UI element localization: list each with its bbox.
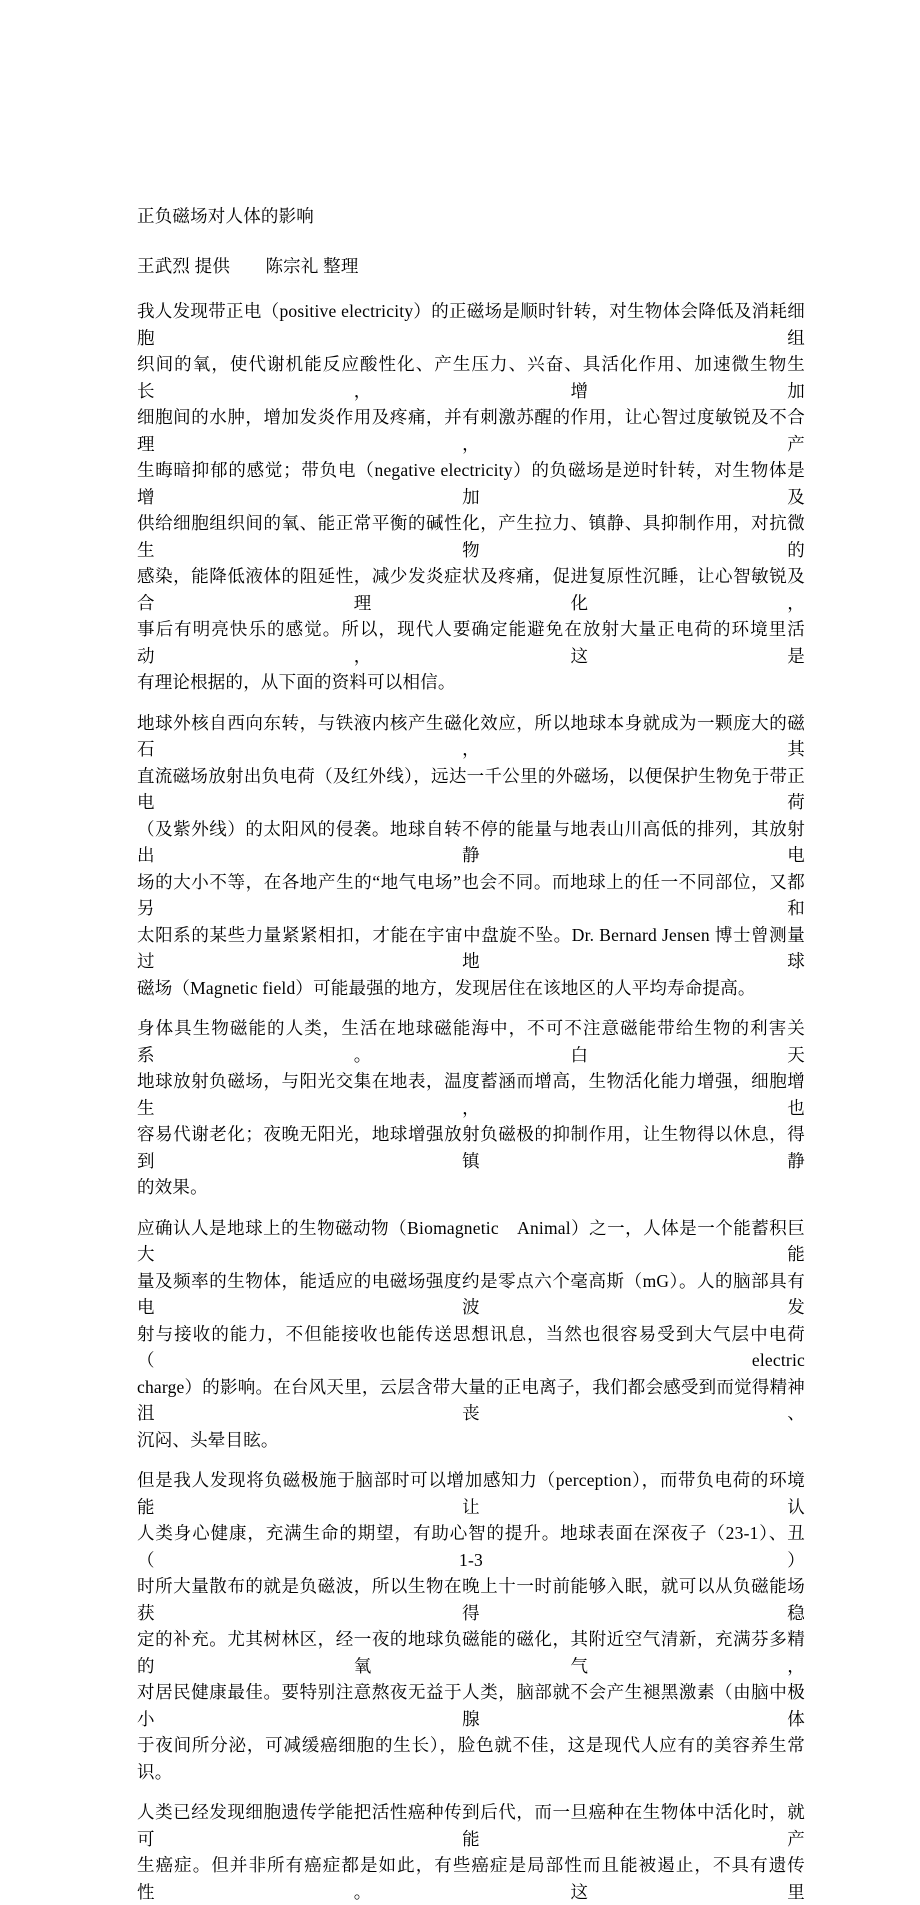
text-line: 直流磁场放射出负电荷（及红外线），远达一千公里的外磁场，以便保护生物免于带正电荷 — [137, 765, 805, 812]
text-line: 织间的氧，使代谢机能反应酸性化、产生压力、兴奋、具活化作用、加速微生物生长，增加 — [137, 354, 805, 401]
byline: 王武烈 提供 陈宗礼 整理 — [137, 255, 359, 276]
text-line: 地球放射负磁场，与阳光交集在地表，温度蓄涵而增高，生物活化能力增强，细胞增生，也 — [137, 1071, 805, 1118]
text-line: 场的大小不等，在各地产生的“地气电场”也会不同。而地球上的任一不同部位，又都另和 — [137, 871, 805, 918]
paragraph — [137, 298, 805, 696]
text-line: 但是我人发现将负磁极施于脑部时可以增加感知力（perception），而带负电荷的环境能让认 — [137, 1470, 805, 1517]
text-line: 有理论根据的，从下面的资料可以相信。 — [137, 672, 456, 692]
text-line: 生晦暗抑郁的感觉；带负电（negative electricity）的负磁场是逆时针转，对生物体是增加及 — [137, 460, 805, 507]
text-line: 感染，能降低液体的阻延性，减少发炎症状及疼痛，促进复原性沉睡，让心智敏锐及合理化， — [137, 566, 805, 613]
text-line: 人类已经发现细胞遗传学能把活性癌种传到后代，而一旦癌种在生物体中活化时，就可能产 — [137, 1802, 805, 1849]
text-line: 于夜间所分泌，可减缓癌细胞的生长），脸色就不佳，这是现代人应有的美容养生常识。 — [137, 1735, 805, 1782]
text-line: 对居民健康最佳。要特别注意熬夜无益于人类，脑部就不会产生褪黑激素（由脑中极小腺体 — [137, 1682, 805, 1729]
text-line: 生癌症。但并非所有癌症都是如此，有些癌症是局部性而且能被遏止，不具有遗传性。这里 — [137, 1855, 805, 1902]
paragraph — [137, 1799, 805, 1905]
text-line: （及紫外线）的太阳风的侵袭。地球自转不停的能量与地表山川高低的排列，其放射出静电 — [137, 818, 805, 865]
text-line: 地球外核自西向东转，与铁液内核产生磁化效应，所以地球本身就成为一颗庞大的磁石，其 — [137, 712, 805, 759]
text-line: 容易代谢老化；夜晚无阳光，地球增强放射负磁极的抑制作用，让生物得以休息，得到镇静 — [137, 1124, 805, 1171]
paragraph — [137, 1215, 805, 1454]
text-line: 应确认人是地球上的生物磁动物（Biomagnetic Animal）之一，人体是一个能蓄积巨大能 — [137, 1217, 805, 1264]
text-line: 时所大量散布的就是负磁波，所以生物在晚上十一时前能够入眠，就可以从负磁能场获得稳 — [137, 1576, 805, 1623]
paragraph — [137, 1467, 805, 1785]
paragraph — [137, 710, 805, 1002]
text-line: 量及频率的生物体，能适应的电磁场强度约是零点六个毫高斯（mG）。人的脑部具有电波发 — [137, 1270, 805, 1317]
text-line: 供给细胞组织间的氧、能正常平衡的碱性化，产生拉力、镇静、具抑制作用，对抗微生物的 — [137, 513, 805, 560]
document-text-block — [137, 203, 805, 1905]
text-line: 太阳系的某些力量紧紧相扣，才能在宇宙中盘旋不坠。Dr. Bernard Jensen 博士曾测量过地球 — [137, 924, 805, 971]
text-line: 身体具生物磁能的人类，生活在地球磁能海中，不可不注意磁能带给生物的利害关系。白天 — [137, 1018, 805, 1065]
text-line: 我人发现带正电（positive electricity）的正磁场是顺时针转，对生物体会降低及消耗细胞组 — [137, 301, 805, 348]
text-line: 定的补充。尤其树林区，经一夜的地球负磁能的磁化，其附近空气清新，充满芬多精的氧气， — [137, 1629, 805, 1676]
text-line: 射与接收的能力，不但能接收也能传送思想讯息，当然也很容易受到大气层中电荷（electric — [137, 1323, 805, 1370]
text-line: 细胞间的水肿，增加发炎作用及疼痛，并有刺激苏醒的作用，让心智过度敏锐及不合理，产 — [137, 407, 805, 454]
text-line: 的效果。 — [137, 1177, 208, 1197]
document-body — [137, 298, 805, 1905]
paragraph — [137, 1015, 805, 1201]
text-line: 事后有明亮快乐的感觉。所以，现代人要确定能避免在放射大量正电荷的环境里活动，这是 — [137, 619, 805, 666]
text-line: 沉闷、头晕目眩。 — [137, 1429, 279, 1450]
page-title: 正负磁场对人体的影响 — [137, 206, 314, 226]
text-line: charge）的影响。在台风天里，云层含带大量的正电离子，我们都会感受到而觉得精神沮丧、 — [137, 1376, 805, 1423]
text-line: 人类身心健康，充满生命的期望，有助心智的提升。地球表面在深夜子（23-1）、丑（1-3） — [137, 1523, 805, 1570]
text-line: 磁场（Magnetic field）可能最强的地方，发现居住在该地区的人平均寿命提高。 — [137, 977, 756, 998]
